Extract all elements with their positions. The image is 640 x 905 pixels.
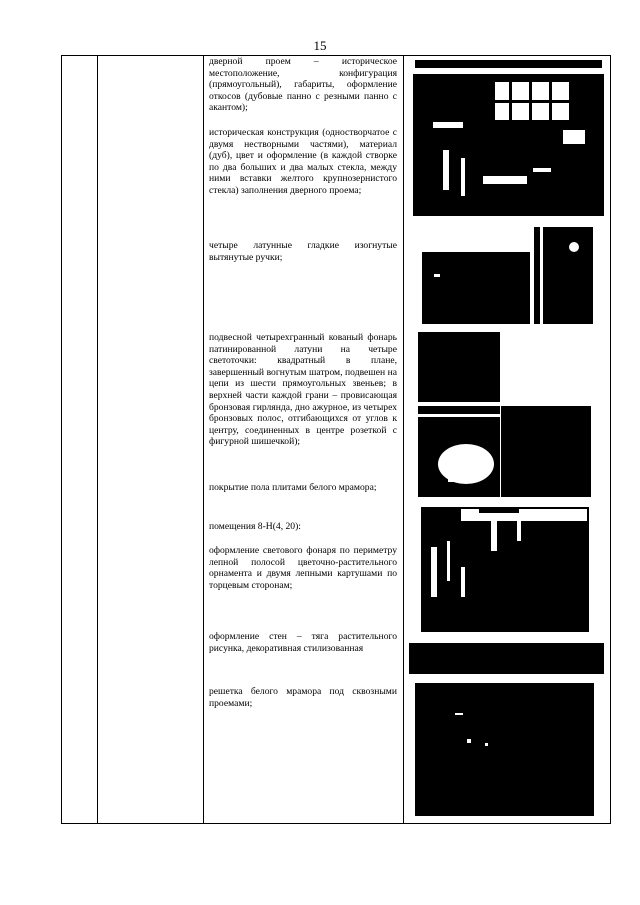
room-heading: помещения 8-Н(4, 20): (209, 521, 301, 532)
handles-photo-left (422, 244, 530, 324)
lantern-photo-right (501, 404, 591, 497)
marble-grille-photo (415, 683, 594, 816)
wall-frieze-photo (409, 643, 604, 674)
lantern-photo-left (418, 332, 500, 497)
door-photo (413, 58, 604, 216)
column-divider (97, 55, 98, 824)
column-divider (403, 55, 404, 824)
page-number: 15 (313, 38, 327, 53)
skylight-photo (421, 507, 589, 632)
item-skylight-decoration: оформление светового фонаря по периметру лепной полосой цветочно-растительного орнамента и двумя лепными картушами по торцевым сторонам; (209, 545, 397, 591)
item-door-opening: дверной проем – историческое местоположение, конфигурация (прямоугольный), габариты, оформление откосов (дубовые панно с резными панно с акантом); (209, 56, 397, 114)
item-marble-grille: решетка белого мрамора под сквозными проемами; (209, 686, 397, 709)
item-brass-handles: четыре латунные гладкие изогнутые вытянутые ручки; (209, 240, 397, 263)
item-lantern: подвесной четырехгранный кованый фонарь патинированной латуни на четыре светоточки: квадратный в плане, завершенный вогнутым шатром, подвешен на цепи из шести прямоугольных звеньев; в верхней части каждой грани – провисающая бронзовая гирлянда, дно ажурное, из четырех бронзовых полос, отгибающихся от углов к центру, соединенных в центре розеткой с фигурной шишечкой); (209, 332, 397, 448)
handles-photo-right (534, 227, 593, 324)
item-wall-decoration: оформление стен – тяга растительного рисунка, декоративная стилизованная (209, 631, 397, 654)
item-door-construction: историческая конструкция (одностворчатое с двумя нестворными частями), материал (дуб), цвет и оформление (в каждой створке по два больших и два малых стекла, между ними вставки желтого крупнозернистого стекла) заполнения дверного проема; (209, 127, 397, 196)
column-divider (203, 55, 204, 824)
item-marble-floor: покрытие пола плитами белого мрамора; (209, 482, 377, 493)
